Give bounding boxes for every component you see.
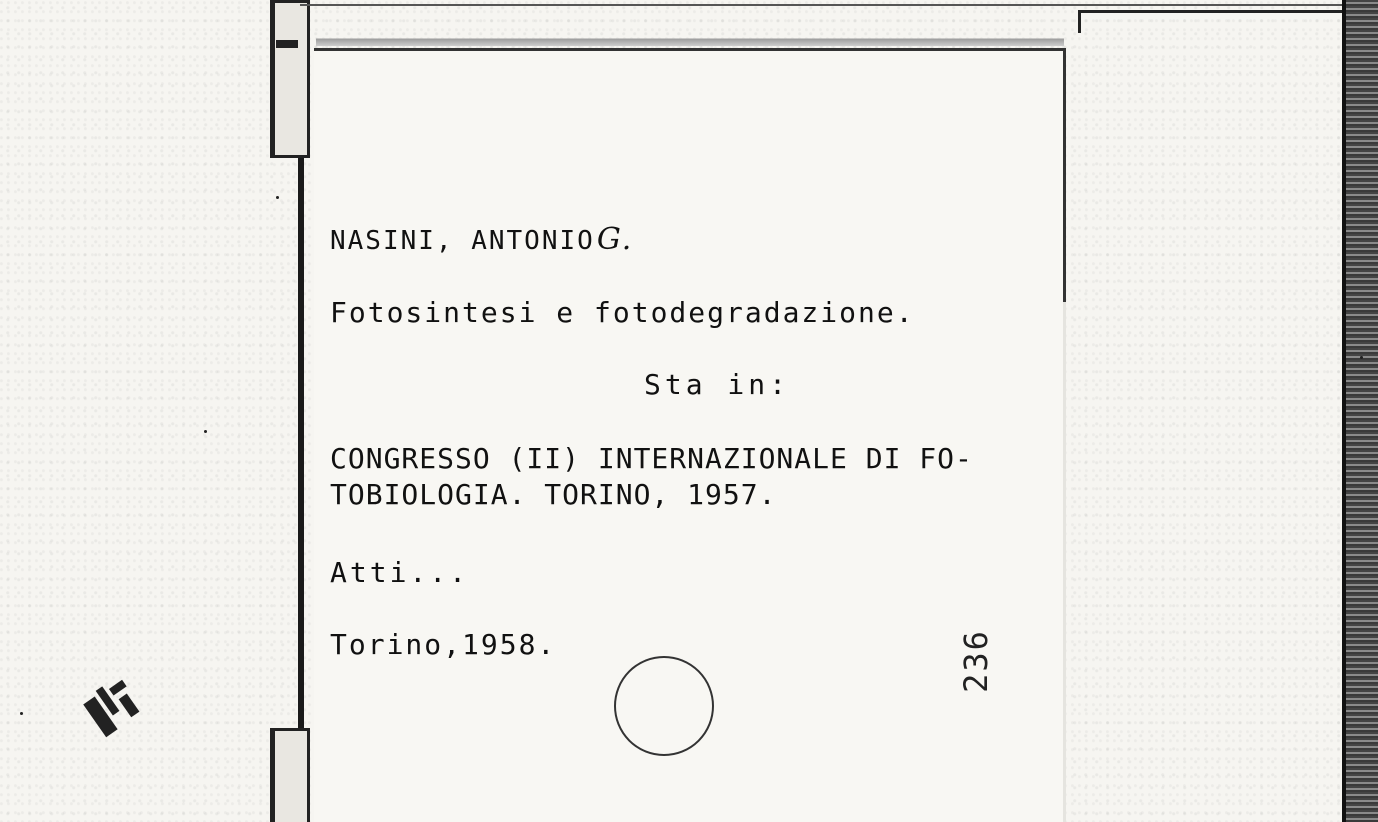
author-name: NASINI, ANTONIO [330, 226, 595, 256]
ink-stamp-mark [74, 664, 158, 748]
work-title: Fotosintesi e fotodegradazione. [330, 296, 915, 329]
author-handwritten-mark: G. [596, 222, 634, 257]
speck [204, 430, 207, 433]
holder-clip-bottom [270, 728, 310, 822]
top-right-bracket [1078, 10, 1349, 33]
holder-tick [276, 40, 298, 48]
speck [20, 712, 23, 715]
card-right-edge [1063, 302, 1066, 822]
punch-hole [614, 656, 714, 756]
place-year-line: Torino,1958. [330, 628, 557, 661]
right-card-holder [1346, 0, 1378, 822]
congress-line-2: TOBIOLOGIA. TORINO, 1957. [330, 478, 777, 511]
speck [1360, 356, 1363, 359]
speck [276, 196, 279, 199]
card-top-fold [316, 28, 1064, 54]
left-card-holder [268, 0, 316, 822]
holder-clip-top [270, 0, 310, 158]
atti-line: Atti... [330, 556, 470, 589]
right-holder-edge [1342, 0, 1346, 822]
congress-line-1: CONGRESSO (II) INTERNAZIONALE DI FO- [330, 442, 973, 475]
in-label: Sta in: [644, 368, 791, 401]
author-line [330, 222, 633, 257]
shelf-number: 236 [956, 629, 995, 693]
